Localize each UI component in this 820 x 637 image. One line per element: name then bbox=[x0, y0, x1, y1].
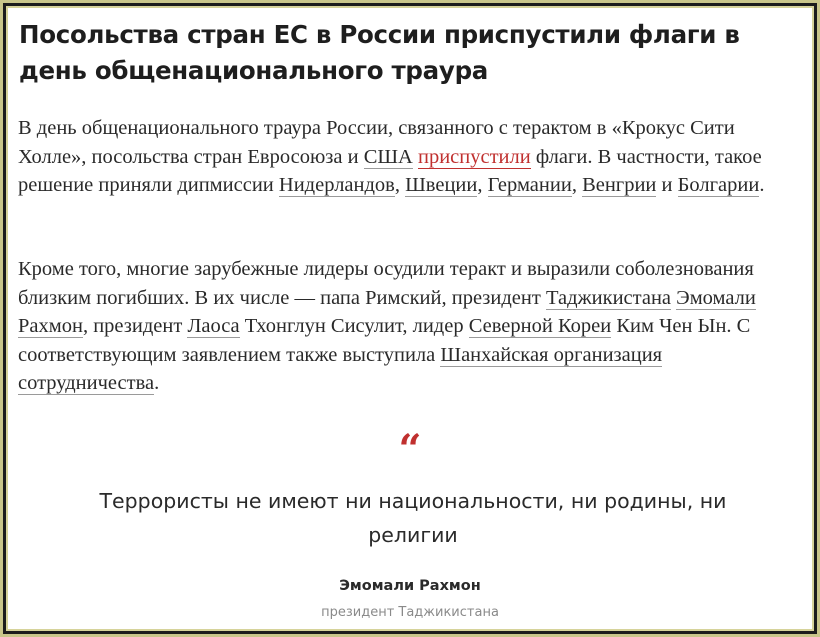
text-span: , bbox=[394, 174, 406, 196]
article-page bbox=[8, 8, 812, 629]
text-span: Кроме того, многие зарубежные лидеры осудили теракт и выразили соболезнования близким погибших. В их числе — папа Римский, президент bbox=[18, 258, 754, 309]
quote-author-role: президент Таджикистана bbox=[321, 605, 499, 620]
article-paragraph-1 bbox=[18, 114, 808, 200]
link-sweden[interactable]: Швеции bbox=[405, 174, 478, 196]
quote-author: Эмомали Рахмон bbox=[339, 578, 481, 594]
picture-frame-inner bbox=[3, 3, 817, 634]
link-laos[interactable]: Лаоса bbox=[187, 315, 240, 337]
quote-mark-icon: “ bbox=[398, 426, 422, 473]
link-sco[interactable]: Шанхайская организация сотрудничества bbox=[18, 343, 663, 394]
link-germany[interactable]: Германии bbox=[487, 174, 572, 196]
quote-text: Террористы не имеют ни национальности, ни родины, ни религии bbox=[99, 489, 727, 547]
text-span: , президент bbox=[82, 315, 188, 337]
text-span: и bbox=[656, 174, 678, 196]
link-netherlands[interactable]: Нидерландов bbox=[278, 174, 395, 196]
text-span: . bbox=[154, 372, 160, 394]
text-span: Ким Чен Ын. С соответствующим заявлением также выступила bbox=[18, 315, 751, 366]
article-paragraph-2 bbox=[18, 255, 808, 398]
link-tajikistan[interactable]: Таджикистана bbox=[545, 286, 672, 309]
picture-frame-mat bbox=[6, 6, 814, 631]
link-usa[interactable]: США bbox=[363, 145, 413, 168]
link-emomali-rahmon[interactable]: Эмомали Рахмон bbox=[18, 286, 756, 337]
link-north-korea[interactable]: Северной Кореи bbox=[468, 315, 612, 337]
text-span: , bbox=[477, 174, 488, 196]
link-lowered[interactable]: приспустили bbox=[417, 145, 531, 168]
text-span: Тхонглун Сисулит, лидер bbox=[239, 315, 469, 337]
text-span: . bbox=[759, 174, 765, 196]
text-span: флаги. В частности, такое решение приняли дипмиссии bbox=[18, 145, 762, 196]
text-span: В день общенационального траура России, связанного с терактом в «Крокус Сити Холле», посольства стран Евросоюза и bbox=[18, 117, 735, 168]
text-span: , bbox=[571, 174, 583, 196]
link-hungary[interactable]: Венгрии bbox=[582, 174, 657, 196]
link-bulgaria[interactable]: Болгарии bbox=[677, 174, 760, 196]
article-title: Посольства стран ЕС в России приспустили флаги в день общенационального траура bbox=[19, 20, 740, 85]
